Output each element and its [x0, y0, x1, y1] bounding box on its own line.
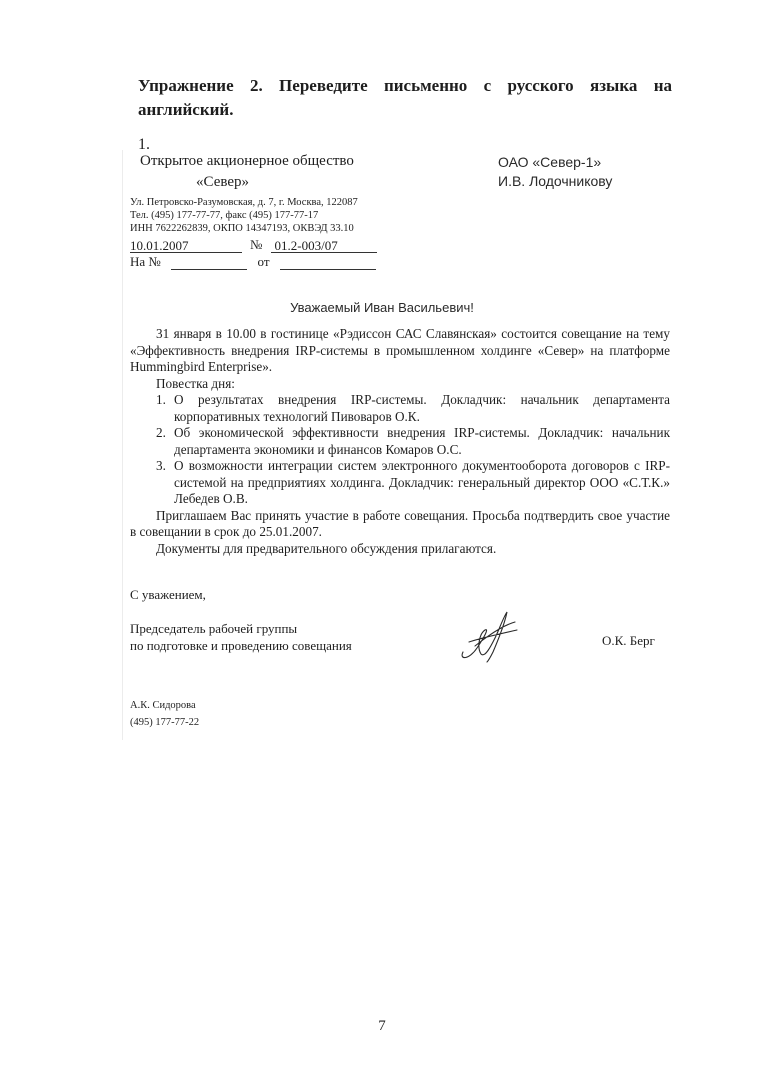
attachments-paragraph: Документы для предварительного обсуждения прилагаются.	[156, 540, 497, 556]
exercise-heading	[92, 74, 672, 122]
agenda-item-number: 3.	[156, 458, 166, 473]
addressee-org: ОАО «Север-1»	[498, 154, 602, 170]
executor-name: А.К. Сидорова	[130, 700, 196, 711]
signer-name: О.К. Берг	[602, 633, 655, 648]
signature-image	[455, 608, 521, 664]
number-label: №	[250, 237, 263, 252]
scan-border	[122, 150, 123, 740]
chair-title	[130, 620, 352, 654]
chair-title-line1: Председатель рабочей группы	[130, 621, 298, 636]
agenda-item	[130, 392, 670, 425]
registration-row-outgoing	[130, 236, 377, 253]
sender-codes: ИНН 7622262839, ОКПО 14347193, ОКВЭД 33.10	[130, 223, 354, 234]
registration-block	[130, 236, 377, 270]
reference-date-blank	[280, 254, 376, 270]
agenda-item	[130, 425, 670, 458]
reference-label: На №	[130, 254, 161, 269]
addressee-block	[498, 153, 612, 191]
sender-phone: Тел. (495) 177-77-77, факс (495) 177-77-17	[130, 210, 319, 221]
letter-body	[130, 326, 670, 557]
from-label: от	[257, 254, 270, 269]
agenda-item	[130, 458, 670, 508]
outgoing-number: 01.2-003/07	[271, 237, 377, 253]
letter-number: 1.	[138, 136, 150, 153]
addressee-person: И.В. Лодочникову	[498, 173, 613, 189]
agenda-title: Повестка дня:	[156, 375, 235, 391]
agenda-item-number: 2.	[156, 425, 166, 440]
salutation: Уважаемый Иван Васильевич!	[290, 300, 474, 315]
invitation-paragraph: Приглашаем Вас принять участие в работе совещания. Просьба подтвердить свое участие в совещании в срок до 25.01.2007.	[130, 507, 670, 539]
closing: С уважением,	[130, 587, 206, 602]
chair-title-line2: по подготовке и проведению совещания	[130, 638, 352, 653]
agenda-list	[130, 392, 670, 508]
agenda-item-text: О результатах внедрения IRP-системы. Докладчик: начальник департамента корпоративных технологий Пивоваров О.К.	[174, 392, 670, 424]
outgoing-date: 10.01.2007	[130, 237, 242, 253]
executor-phone: (495) 177-77-22	[130, 717, 200, 728]
page-number: 7	[378, 1018, 386, 1034]
sender-name-line2: «Север»	[196, 174, 249, 190]
agenda-item-number: 1.	[156, 392, 166, 407]
executor-block	[130, 697, 199, 731]
sender-name-line1: Открытое акционерное общество	[140, 153, 354, 169]
sender-details	[130, 196, 358, 235]
agenda-item-text: Об экономической эффективности внедрения IRP-системы. Докладчик: начальник департамента экономики и финансов Комаров О.С.	[174, 425, 670, 457]
intro-paragraph: 31 января в 10.00 в гостинице «Рэдиссон САС Славянская» состоится совещание на тему «Эффективность внедрения IRP-системы в промышленном холдинге «Север» на платформе Hummingbird Enterprise».	[130, 326, 670, 374]
agenda-item-text: О возможности интеграции систем электронного документооборота договоров с IRP-системой на предприятиях холдинга. Докладчик: генеральный директор ООО «С.Т.К.» Лебедев О.В.	[174, 458, 670, 506]
reference-number-blank	[171, 254, 247, 270]
exercise-title: Упражнение 2. Переведите письменно с русского языка на английский.	[138, 76, 672, 119]
registration-row-reference	[130, 253, 377, 270]
sender-address: Ул. Петровско-Разумовская, д. 7, г. Москва, 122087	[130, 197, 358, 208]
